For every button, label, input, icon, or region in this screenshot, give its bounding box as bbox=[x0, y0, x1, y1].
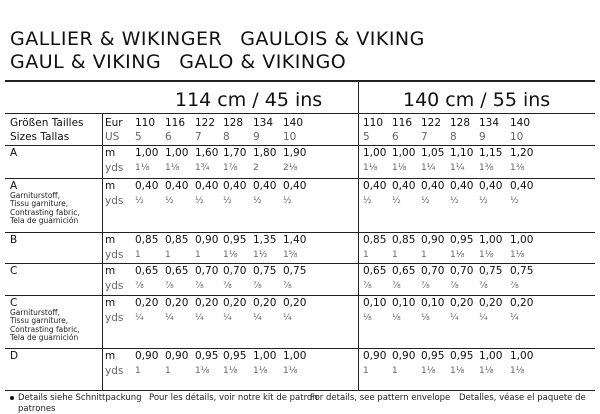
metres-value: 0,10 bbox=[392, 297, 416, 309]
yards-value: 1¼ bbox=[421, 163, 436, 173]
footer-es: Detalles, véase el paquete de bbox=[459, 393, 586, 403]
metres-value: 0,40 bbox=[223, 180, 247, 192]
metres-value: 0,75 bbox=[510, 265, 534, 277]
metres-value: 1,35 bbox=[253, 234, 277, 246]
unit-m: m bbox=[105, 265, 116, 277]
eur-size: 122 bbox=[195, 117, 216, 129]
fabric-width-140: 140 cm / 55 ins bbox=[403, 89, 551, 111]
yards-value: 2 bbox=[253, 163, 259, 173]
yards-value: 1⅛ bbox=[450, 250, 465, 260]
yards-value: 2⅛ bbox=[283, 163, 298, 173]
view-label: B bbox=[10, 234, 18, 246]
us-size: 8 bbox=[223, 131, 230, 143]
row-divider bbox=[5, 145, 595, 146]
unit-m: m bbox=[105, 350, 116, 362]
metres-value: 1,00 bbox=[283, 350, 307, 362]
yards-value: 1 bbox=[135, 366, 141, 376]
us-size: 10 bbox=[283, 131, 297, 143]
metres-value: 1,40 bbox=[283, 234, 307, 246]
metres-value: 0,85 bbox=[392, 234, 416, 246]
yards-value: ¼ bbox=[195, 313, 204, 323]
yards-value: ⅞ bbox=[450, 281, 459, 291]
metres-value: 1,00 bbox=[479, 234, 503, 246]
view-note: Tissu garniture, bbox=[10, 316, 69, 326]
view-note: Garniturstoff, bbox=[10, 308, 60, 317]
yards-value: ½ bbox=[421, 196, 430, 206]
yards-value: ⅞ bbox=[283, 281, 292, 291]
metres-value: 0,85 bbox=[363, 234, 387, 246]
yards-value: ½ bbox=[223, 196, 232, 206]
eur-size: 110 bbox=[363, 117, 384, 129]
yards-value: ½ bbox=[253, 196, 262, 206]
eur-size: 134 bbox=[479, 117, 500, 129]
metres-value: 0,65 bbox=[135, 265, 159, 277]
title-es: GALO & VIKINGO bbox=[179, 51, 347, 73]
us-size: 6 bbox=[165, 131, 172, 143]
yards-value: 1⅜ bbox=[479, 163, 494, 173]
metres-value: 1,70 bbox=[223, 147, 247, 159]
yards-value: 1½ bbox=[253, 250, 268, 260]
yards-value: 1 bbox=[165, 250, 171, 260]
eur-size: 110 bbox=[135, 117, 156, 129]
metres-value: 0,40 bbox=[135, 180, 159, 192]
metres-value: 1,00 bbox=[479, 350, 503, 362]
view-note: Contrasting fabric, bbox=[10, 324, 80, 334]
yards-value: ⅞ bbox=[479, 281, 488, 291]
yards-value: ½ bbox=[363, 196, 372, 206]
metres-value: 0,70 bbox=[223, 265, 247, 277]
metres-value: 1,00 bbox=[135, 147, 159, 159]
metres-value: 0,95 bbox=[450, 350, 474, 362]
title-fr: GAULOIS & VIKING bbox=[240, 28, 425, 50]
us-size: 6 bbox=[392, 131, 399, 143]
yards-value: ¼ bbox=[253, 313, 262, 323]
metres-value: 0,20 bbox=[253, 297, 277, 309]
metres-value: 0,20 bbox=[450, 297, 474, 309]
yards-value: ½ bbox=[165, 196, 174, 206]
unit-yds: yds bbox=[105, 249, 124, 261]
eur-size: 128 bbox=[223, 117, 244, 129]
metres-value: 0,95 bbox=[223, 350, 247, 362]
metres-value: 0,70 bbox=[195, 265, 219, 277]
size-label-line1: Größen Tailles bbox=[10, 117, 84, 129]
yards-value: 1⅛ bbox=[510, 366, 525, 376]
header-top-line bbox=[5, 113, 595, 114]
yards-value: ⅛ bbox=[392, 313, 401, 323]
unit-m: m bbox=[105, 297, 116, 309]
yards-value: ¼ bbox=[165, 313, 174, 323]
metres-value: 0,40 bbox=[195, 180, 219, 192]
metres-value: 0,20 bbox=[510, 297, 534, 309]
yards-value: 1 bbox=[195, 250, 201, 260]
eur-label: Eur bbox=[105, 117, 123, 129]
row-divider bbox=[5, 263, 595, 264]
metres-value: 0,90 bbox=[421, 234, 445, 246]
yards-value: 1¾ bbox=[195, 163, 210, 173]
fabric-width-114: 114 cm / 45 ins bbox=[175, 89, 323, 111]
yards-value: ¼ bbox=[479, 313, 488, 323]
unit-m: m bbox=[105, 234, 116, 246]
column-divider-widths bbox=[358, 82, 359, 391]
yards-value: ⅞ bbox=[135, 281, 144, 291]
yards-value: 1 bbox=[392, 250, 398, 260]
metres-value: 1,00 bbox=[253, 350, 277, 362]
metres-value: 0,90 bbox=[392, 350, 416, 362]
metres-value: 0,40 bbox=[253, 180, 277, 192]
size-label-line2: Sizes Tallas bbox=[10, 131, 70, 143]
metres-value: 1,10 bbox=[450, 147, 474, 159]
metres-value: 0,40 bbox=[450, 180, 474, 192]
title-line-2 bbox=[10, 51, 364, 73]
metres-value: 0,65 bbox=[363, 265, 387, 277]
metres-value: 1,80 bbox=[253, 147, 277, 159]
metres-value: 0,40 bbox=[392, 180, 416, 192]
column-divider-units bbox=[102, 113, 103, 391]
metres-value: 0,40 bbox=[283, 180, 307, 192]
yards-value: 1⅞ bbox=[223, 163, 238, 173]
yards-value: ½ bbox=[135, 196, 144, 206]
yards-value: 1⅛ bbox=[165, 163, 180, 173]
yards-value: 1⅛ bbox=[479, 366, 494, 376]
yards-value: ⅞ bbox=[223, 281, 232, 291]
yards-value: 1⅜ bbox=[510, 163, 525, 173]
us-size: 8 bbox=[450, 131, 457, 143]
yards-value: ½ bbox=[195, 196, 204, 206]
metres-value: 0,10 bbox=[363, 297, 387, 309]
row-divider bbox=[5, 348, 595, 349]
table-bottom-line bbox=[5, 390, 595, 391]
yards-value: ⅞ bbox=[510, 281, 519, 291]
yards-value: 1⅛ bbox=[135, 163, 150, 173]
yards-value: 1 bbox=[363, 366, 369, 376]
yards-value: ¼ bbox=[223, 313, 232, 323]
yards-value: 1⅛ bbox=[363, 163, 378, 173]
metres-value: 0,20 bbox=[223, 297, 247, 309]
us-size: 10 bbox=[510, 131, 524, 143]
title-en: GAUL & VIKING bbox=[10, 51, 162, 73]
yards-value: ⅞ bbox=[421, 281, 430, 291]
unit-yds: yds bbox=[105, 195, 124, 207]
metres-value: 1,20 bbox=[510, 147, 534, 159]
yards-value: ¼ bbox=[283, 313, 292, 323]
yards-value: ⅞ bbox=[363, 281, 372, 291]
metres-value: 0,20 bbox=[165, 297, 189, 309]
unit-m: m bbox=[105, 180, 116, 192]
bullet-icon bbox=[10, 396, 14, 400]
us-size: 7 bbox=[421, 131, 428, 143]
unit-m: m bbox=[105, 147, 116, 159]
metres-value: 0,40 bbox=[479, 180, 503, 192]
metres-value: 0,95 bbox=[223, 234, 247, 246]
metres-value: 1,60 bbox=[195, 147, 219, 159]
view-label: D bbox=[10, 350, 19, 362]
metres-value: 0,20 bbox=[195, 297, 219, 309]
metres-value: 0,20 bbox=[283, 297, 307, 309]
yards-value: ⅛ bbox=[421, 313, 430, 323]
metres-value: 1,15 bbox=[479, 147, 503, 159]
metres-value: 0,95 bbox=[450, 234, 474, 246]
metres-value: 0,10 bbox=[421, 297, 445, 309]
yards-value: 1 bbox=[165, 366, 171, 376]
yards-value: 1¼ bbox=[450, 163, 465, 173]
yards-value: 1⅛ bbox=[253, 366, 268, 376]
metres-value: 0,70 bbox=[421, 265, 445, 277]
us-size: 9 bbox=[253, 131, 260, 143]
metres-value: 0,85 bbox=[135, 234, 159, 246]
view-label: C bbox=[10, 265, 18, 277]
footer-en: For details, see pattern envelope bbox=[310, 393, 451, 403]
yards-value: ⅞ bbox=[195, 281, 204, 291]
footer-de: Details siehe Schnittpackung bbox=[18, 393, 142, 403]
yards-value: 1⅛ bbox=[392, 163, 407, 173]
view-label: C bbox=[10, 297, 18, 309]
metres-value: 0,75 bbox=[283, 265, 307, 277]
metres-value: 1,00 bbox=[510, 234, 534, 246]
metres-value: 0,65 bbox=[165, 265, 189, 277]
yards-value: ⅛ bbox=[363, 313, 372, 323]
yards-value: ⅞ bbox=[392, 281, 401, 291]
yards-value: ¼ bbox=[450, 313, 459, 323]
footer-fr-cont: patrones bbox=[18, 404, 56, 414]
metres-value: 0,90 bbox=[165, 350, 189, 362]
unit-yds: yds bbox=[105, 312, 124, 324]
row-divider bbox=[5, 232, 595, 233]
view-note: Contrasting fabric, bbox=[10, 207, 80, 217]
eur-size: 122 bbox=[421, 117, 442, 129]
unit-yds: yds bbox=[105, 280, 124, 292]
metres-value: 0,90 bbox=[363, 350, 387, 362]
us-size: 7 bbox=[195, 131, 202, 143]
metres-value: 0,75 bbox=[479, 265, 503, 277]
metres-value: 1,00 bbox=[165, 147, 189, 159]
yards-value: 1⅛ bbox=[195, 366, 210, 376]
metres-value: 0,90 bbox=[195, 234, 219, 246]
metres-value: 0,40 bbox=[510, 180, 534, 192]
view-note: Tissu garniture, bbox=[10, 199, 69, 209]
metres-value: 0,85 bbox=[165, 234, 189, 246]
yards-value: 1⅛ bbox=[223, 250, 238, 260]
view-note: Tela de guarnición bbox=[10, 216, 79, 226]
metres-value: 1,05 bbox=[421, 147, 445, 159]
yards-value: ½ bbox=[392, 196, 401, 206]
unit-yds: yds bbox=[105, 365, 124, 377]
yards-value: ⅞ bbox=[165, 281, 174, 291]
view-note: Tela de guarnición bbox=[10, 333, 79, 343]
yards-value: ½ bbox=[450, 196, 459, 206]
unit-yds: yds bbox=[105, 162, 124, 174]
yards-value: ½ bbox=[479, 196, 488, 206]
yards-value: ¼ bbox=[510, 313, 519, 323]
eur-size: 140 bbox=[510, 117, 531, 129]
title-line-1 bbox=[10, 28, 443, 50]
eur-size: 140 bbox=[283, 117, 304, 129]
yards-value: ½ bbox=[510, 196, 519, 206]
yards-value: 1 bbox=[421, 250, 427, 260]
yards-value: 1 bbox=[135, 250, 141, 260]
eur-size: 134 bbox=[253, 117, 274, 129]
yards-value: 1⅛ bbox=[283, 366, 298, 376]
yards-value: ½ bbox=[283, 196, 292, 206]
metres-value: 0,40 bbox=[421, 180, 445, 192]
yards-value: 1 bbox=[363, 250, 369, 260]
eur-size: 116 bbox=[392, 117, 413, 129]
eur-size: 116 bbox=[165, 117, 186, 129]
metres-value: 0,70 bbox=[450, 265, 474, 277]
us-size: 5 bbox=[135, 131, 142, 143]
yards-value: 1⅛ bbox=[421, 366, 436, 376]
us-label: US bbox=[105, 131, 120, 143]
metres-value: 1,00 bbox=[510, 350, 534, 362]
metres-value: 1,00 bbox=[392, 147, 416, 159]
us-size: 9 bbox=[479, 131, 486, 143]
eur-size: 128 bbox=[450, 117, 471, 129]
yards-value: 1⅛ bbox=[510, 250, 525, 260]
view-note: Garniturstoff, bbox=[10, 191, 60, 200]
yards-value: 1⅝ bbox=[283, 250, 298, 260]
view-label: A bbox=[10, 180, 18, 192]
view-label: A bbox=[10, 147, 18, 159]
title-de: GALLIER & WIKINGER bbox=[10, 28, 223, 50]
metres-value: 0,75 bbox=[253, 265, 277, 277]
metres-value: 0,95 bbox=[421, 350, 445, 362]
row-divider bbox=[5, 295, 595, 296]
yards-value: 1 bbox=[392, 366, 398, 376]
metres-value: 0,40 bbox=[165, 180, 189, 192]
metres-value: 1,90 bbox=[283, 147, 307, 159]
metres-value: 1,00 bbox=[363, 147, 387, 159]
metres-value: 0,65 bbox=[392, 265, 416, 277]
row-divider bbox=[5, 178, 595, 179]
metres-value: 0,95 bbox=[195, 350, 219, 362]
us-size: 5 bbox=[363, 131, 370, 143]
metres-value: 0,40 bbox=[363, 180, 387, 192]
yards-value: ¼ bbox=[135, 313, 144, 323]
yards-value: 1⅛ bbox=[223, 366, 238, 376]
metres-value: 0,20 bbox=[479, 297, 503, 309]
yards-value: 1⅛ bbox=[479, 250, 494, 260]
yards-value: ⅞ bbox=[253, 281, 262, 291]
metres-value: 0,90 bbox=[135, 350, 159, 362]
footer-fr: Pour les détails, voir notre kit de patron bbox=[149, 393, 318, 403]
metres-value: 0,20 bbox=[135, 297, 159, 309]
title-divider bbox=[5, 80, 595, 82]
yards-value: 1⅛ bbox=[450, 366, 465, 376]
